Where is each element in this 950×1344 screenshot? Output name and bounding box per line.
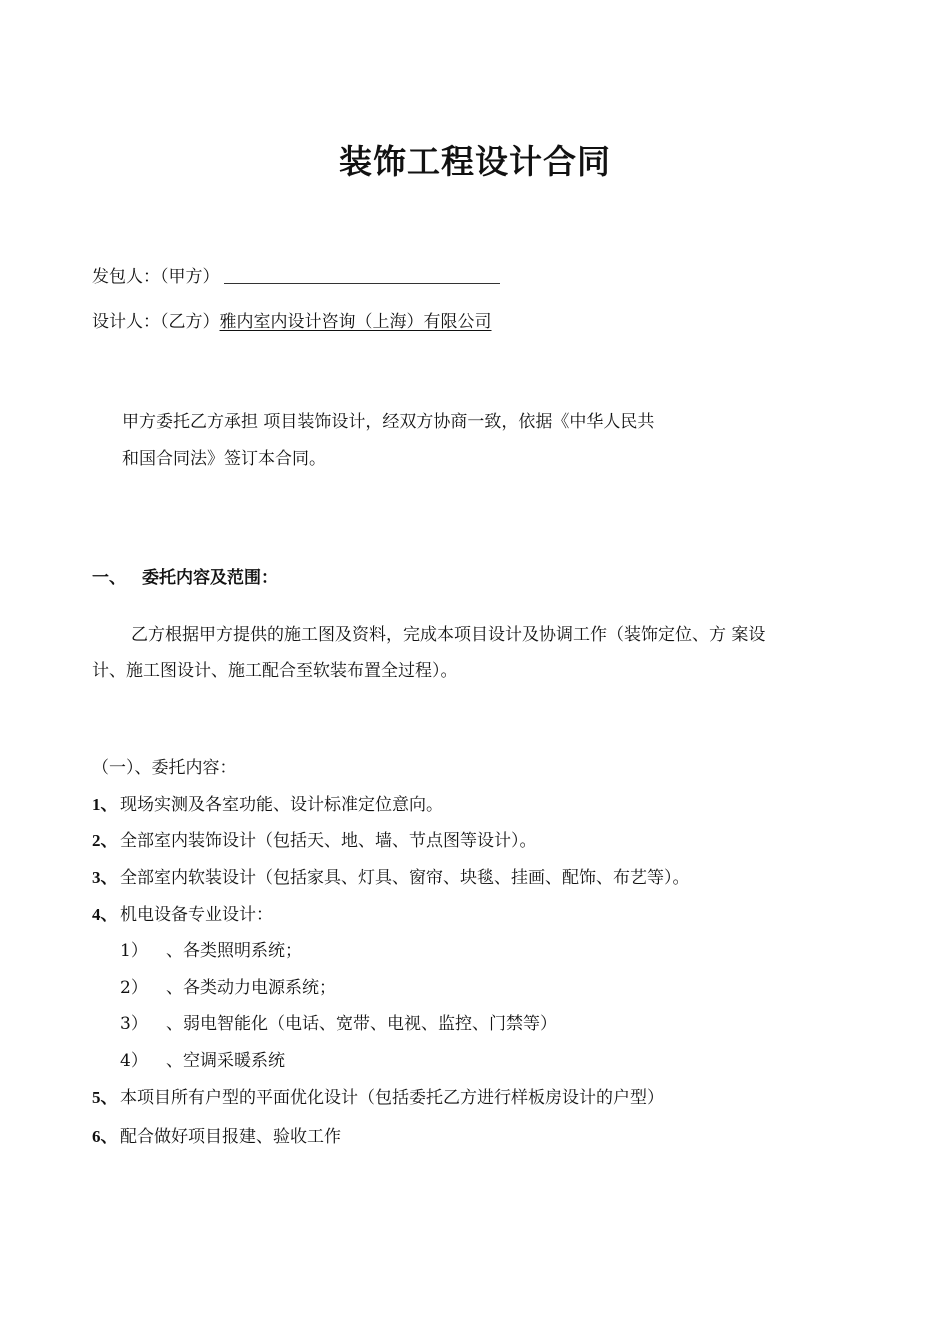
section-1-title: 委托内容及范围： [142,568,278,588]
designer-line [92,311,492,333]
list-item-number: 2、 [92,831,118,850]
sub-list-item-text: 、弱电智能化（电话、宽带、电视、监控、门禁等） [166,1014,557,1034]
sub-list-item-text: 、空调采暖系统 [166,1051,285,1071]
list-item-text: 现场实测及各室功能、设计标准定位意向。 [120,795,443,815]
list-item-number: 1、 [92,795,118,814]
section-1-para-line-1: 乙方根据甲方提供的施工图及资料，完成本项目设计及协调工作（装饰定位、方 案设 [131,625,766,645]
intro-line-2: 和国合同法》签订本合同。 [122,449,326,469]
client-label: 发包人：（甲方） [92,267,220,287]
document-title: 装饰工程设计合同 [339,142,611,181]
section-1-number: 一、 [92,568,126,588]
designer-company: 雅内室内设计咨询（上海）有限公司 [219,312,492,332]
list-item-text: 本项目所有户型的平面优化设计（包括委托乙方进行样板房设计的户型） [120,1088,664,1108]
list-item-text: 全部室内软装设计（包括家具、灯具、窗帘、块毯、挂画、配饰、布艺等）。 [120,868,690,888]
list-item [92,830,537,852]
list-item [92,1087,664,1109]
sub-list-item-text: 、各类动力电源系统； [166,978,336,998]
list-item-number: 3、 [92,868,118,887]
sub-list-item [120,940,302,962]
subsection-1-heading: （一）、委托内容： [92,758,237,778]
client-blank-field[interactable] [224,265,500,284]
sub-list-item [120,1050,285,1072]
list-item-number: 5、 [92,1088,118,1107]
sub-list-item-number: 2） [120,978,148,998]
list-item [92,867,690,889]
list-item-number: 4、 [92,905,118,924]
sub-list-item [120,1013,557,1035]
list-item-number: 6、 [92,1127,118,1146]
sub-list-item-number: 3） [120,1014,148,1034]
list-item [92,1126,341,1148]
designer-label: 设计人：（乙方） [92,312,220,332]
list-item-text: 全部室内装饰设计（包括天、地、墙、节点图等设计）。 [120,831,537,851]
sub-list-item-number: 1） [120,941,148,961]
intro-line-1: 甲方委托乙方承担 项目装饰设计，经双方协商一致，依据《中华人民共 [122,412,655,432]
sub-list-item-number: 4） [120,1051,148,1071]
list-item [92,794,443,816]
sub-list-item-text: 、各类照明系统； [166,941,302,961]
section-1-heading [92,563,278,588]
sub-list-item [120,977,336,999]
list-item [92,904,273,926]
list-item-text: 机电设备专业设计： [120,905,273,925]
client-line [92,265,500,288]
section-1-para-line-2: 计、施工图设计、施工配合至软装布置全过程）。 [92,661,458,681]
list-item-text: 配合做好项目报建、验收工作 [120,1127,341,1147]
